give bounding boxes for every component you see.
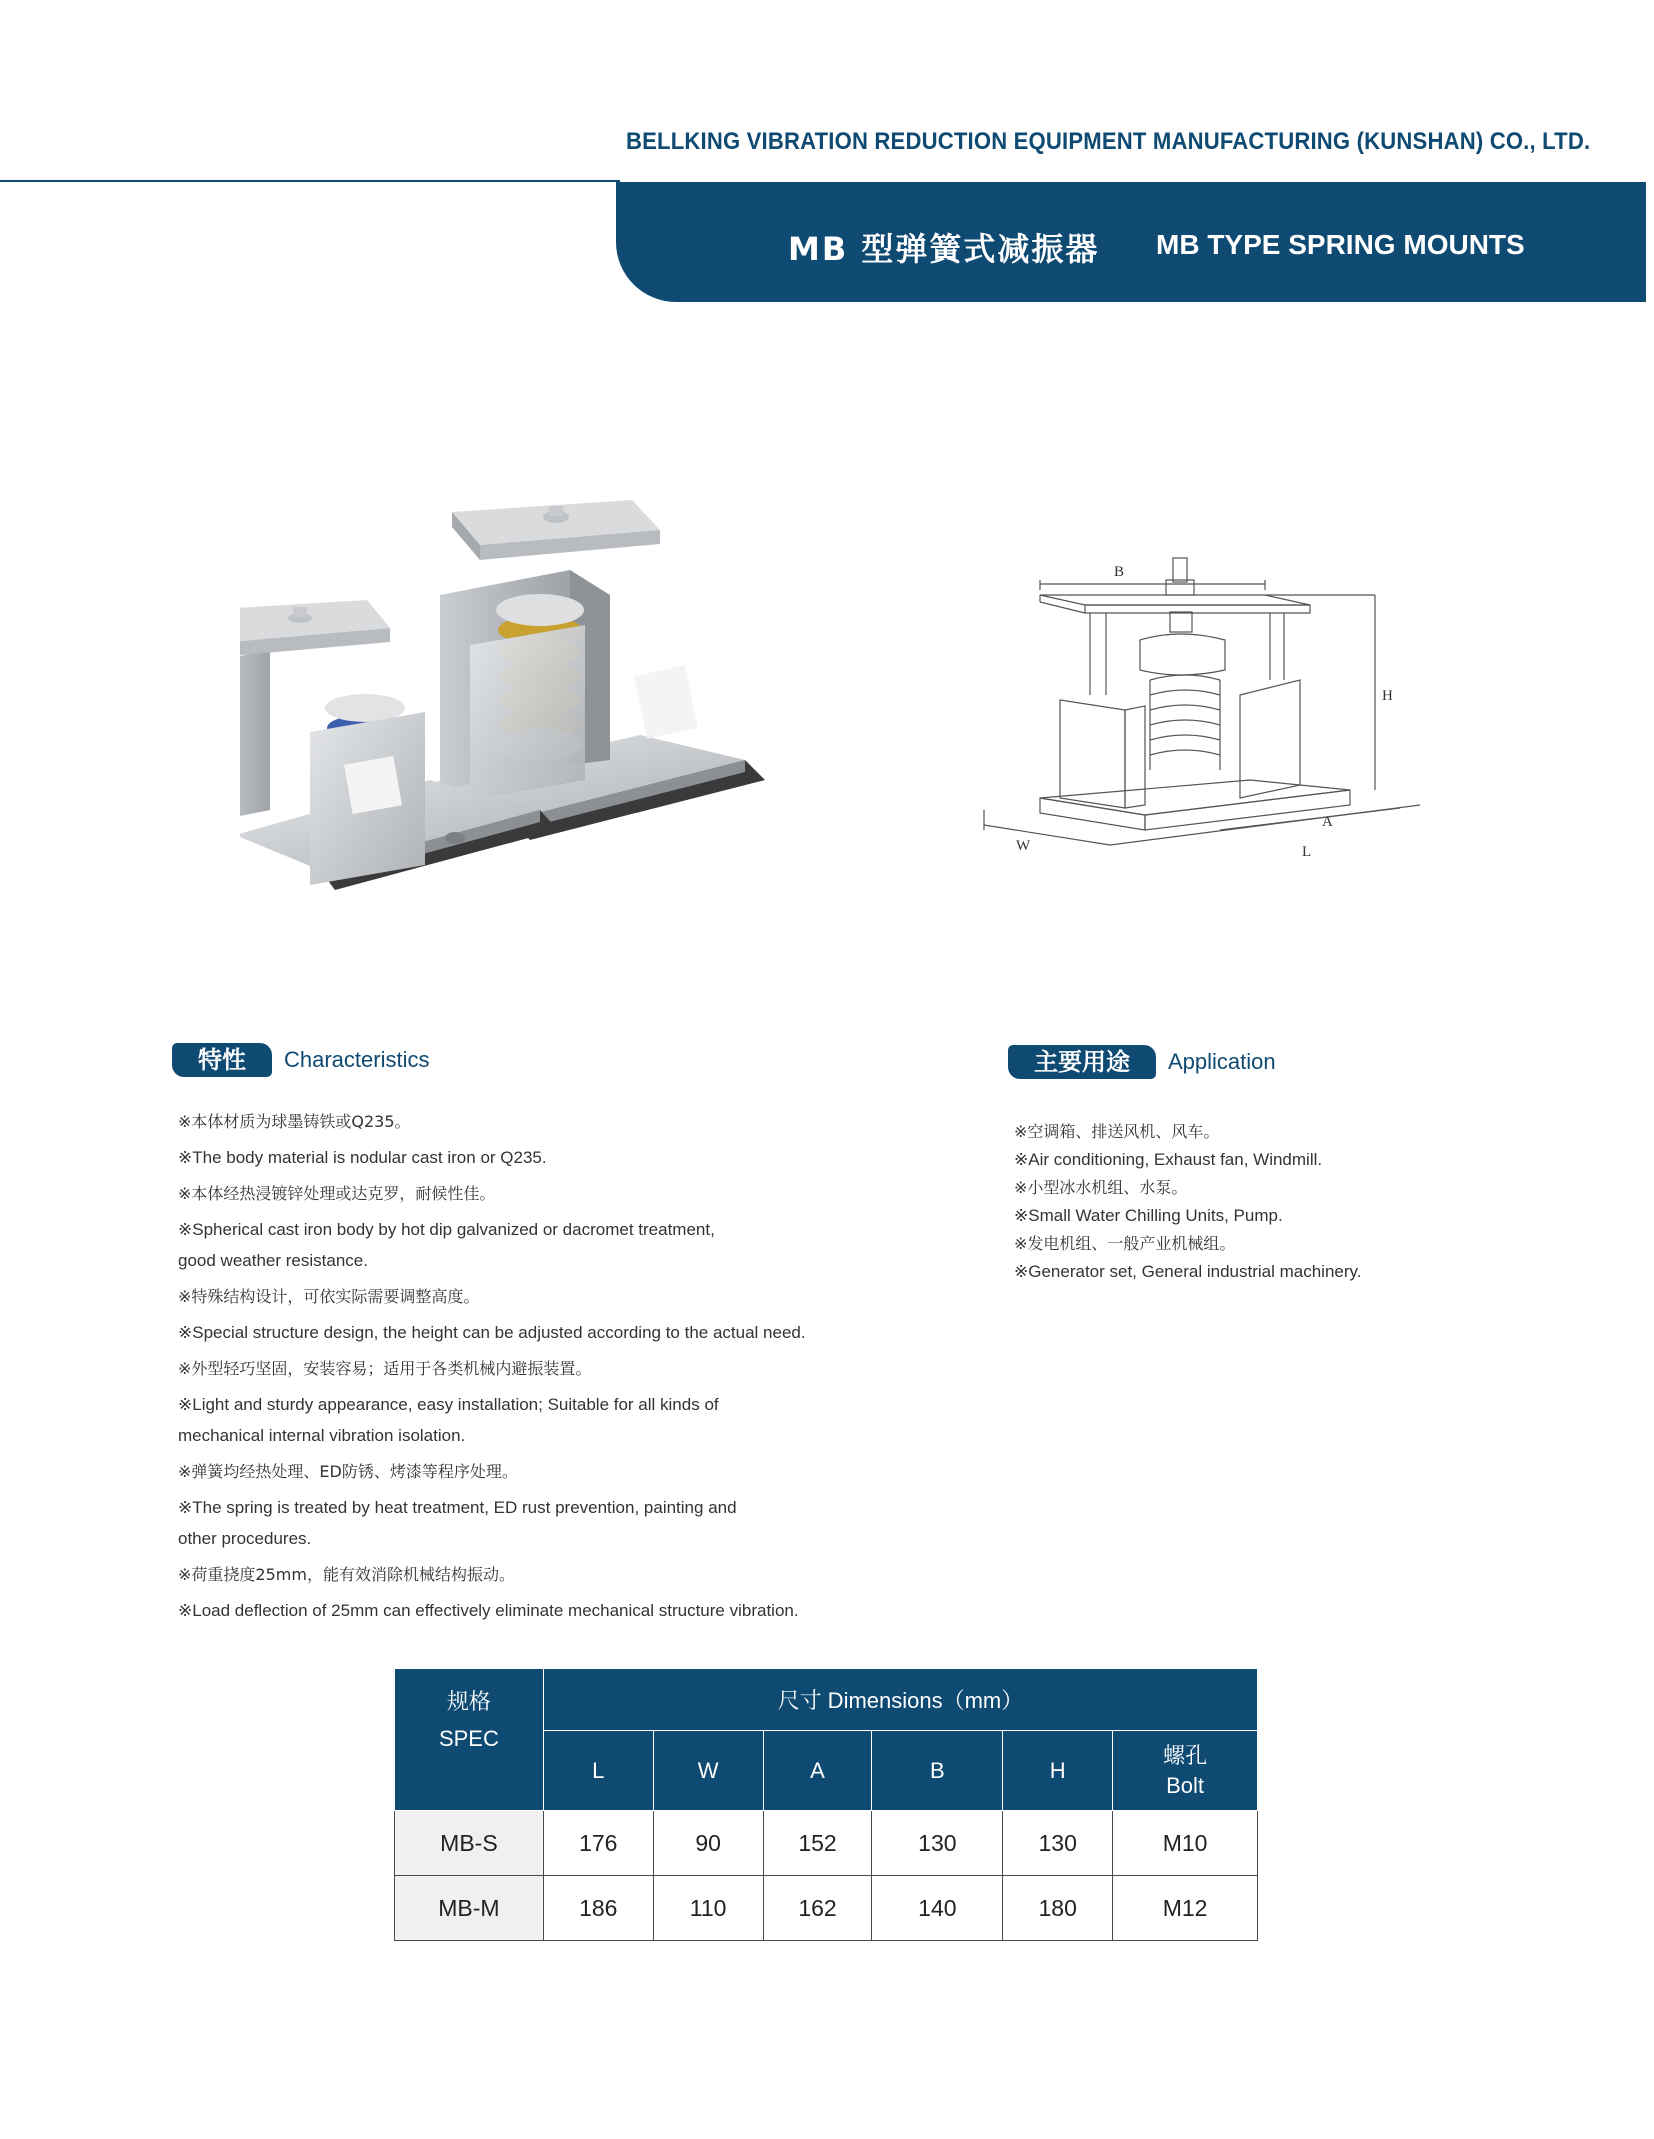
- page-title-en: MB TYPE SPRING MOUNTS: [1156, 229, 1525, 260]
- application-heading: [1008, 1045, 1276, 1079]
- application-list: [1014, 1118, 1614, 1286]
- table-cell: M12: [1113, 1876, 1258, 1941]
- bolt-header-zh: 螺孔: [1163, 1742, 1208, 1768]
- spec-header-en: SPEC: [438, 1726, 499, 1751]
- list-item: ※Air conditioning, Exhaust fan, Windmill.: [1014, 1150, 1323, 1169]
- table-cell: 130: [872, 1811, 1003, 1876]
- col-header-bolt: [1113, 1731, 1258, 1811]
- list-item: ※弹簧均经热处理、ED防锈、烤漆等程序处理。: [178, 1462, 518, 1481]
- dimensions-table: [394, 1668, 1258, 1941]
- label-h: H: [1382, 688, 1393, 704]
- bolt-header-en: Bolt: [1166, 1772, 1205, 1798]
- company-name: BELLKING VIBRATION REDUCTION EQUIPMENT MANUFACTURING (KUNSHAN) CO., LTD.: [626, 128, 1591, 155]
- table-cell: 186: [543, 1876, 653, 1941]
- characteristics-title-zh: 特性: [172, 1043, 272, 1077]
- characteristics-title-en: Characteristics: [284, 1047, 430, 1072]
- dimension-drawing: [980, 540, 1450, 880]
- page-title-zh: MB 型弹簧式减振器: [788, 230, 1100, 268]
- table-cell: MB-M: [395, 1876, 544, 1941]
- header-rule: [0, 180, 620, 182]
- col-header-w: W: [653, 1731, 763, 1811]
- list-item: other procedures.: [178, 1529, 312, 1548]
- table-cell: 162: [763, 1876, 872, 1941]
- table-cell: 110: [653, 1876, 763, 1941]
- list-item: ※本体材质为球墨铸铁或Q235。: [178, 1112, 411, 1131]
- label-b: B: [1114, 564, 1125, 580]
- list-item: ※Generator set, General industrial machinery.: [1014, 1262, 1362, 1281]
- list-item: ※空调箱、排送风机、风车。: [1014, 1122, 1220, 1141]
- col-header-l: L: [543, 1731, 653, 1811]
- spec-header-zh: 规格: [446, 1689, 491, 1714]
- col-header-h: H: [1003, 1731, 1113, 1811]
- col-header-a: A: [763, 1731, 872, 1811]
- table-row: [395, 1876, 1258, 1941]
- list-item: ※The spring is treated by heat treatment, ED rust prevention, painting and: [178, 1498, 737, 1517]
- table-cell: 130: [1003, 1811, 1113, 1876]
- table-cell: M10: [1113, 1811, 1258, 1876]
- table-cell: 90: [653, 1811, 763, 1876]
- list-item: ※外型轻巧坚固，安装容易；适用于各类机械内避振装置。: [178, 1359, 592, 1378]
- table-cell: 140: [872, 1876, 1003, 1941]
- table-cell: 180: [1003, 1876, 1113, 1941]
- label-w: W: [1016, 838, 1031, 854]
- list-item: ※Special structure design, the height can be adjusted according to the actual need.: [178, 1323, 806, 1342]
- list-item: ※小型冰水机组、水泵。: [1014, 1178, 1188, 1197]
- col-header-b: B: [872, 1731, 1003, 1811]
- title-banner: [616, 182, 1646, 302]
- application-title-zh: 主要用途: [1008, 1045, 1156, 1079]
- label-a: A: [1322, 814, 1333, 830]
- table-row: [395, 1811, 1258, 1876]
- list-item: ※Spherical cast iron body by hot dip galvanized or dacromet treatment,: [178, 1220, 715, 1239]
- list-item: good weather resistance.: [178, 1251, 368, 1270]
- list-item: mechanical internal vibration isolation.: [178, 1426, 466, 1445]
- application-title-en: Application: [1168, 1049, 1276, 1074]
- list-item: ※Load deflection of 25mm can effectively eliminate mechanical structure vibration.: [178, 1601, 799, 1620]
- table-cell: MB-S: [395, 1811, 544, 1876]
- spec-header: [395, 1669, 544, 1811]
- product-photo: [240, 460, 800, 960]
- table-cell: 152: [763, 1811, 872, 1876]
- characteristics-heading: [172, 1043, 429, 1077]
- list-item: ※特殊结构设计，可依实际需要调整高度。: [178, 1287, 480, 1306]
- list-item: ※The body material is nodular cast iron or Q235.: [178, 1148, 547, 1167]
- list-item: ※Light and sturdy appearance, easy installation; Suitable for all kinds of: [178, 1395, 719, 1414]
- dimensions-header: 尺寸 Dimensions（mm）: [543, 1669, 1257, 1731]
- list-item: ※Small Water Chilling Units, Pump.: [1014, 1206, 1283, 1225]
- list-item: ※本体经热浸镀锌处理或达克罗，耐候性佳。: [178, 1184, 496, 1203]
- list-item: ※发电机组、一般产业机械组。: [1014, 1234, 1236, 1253]
- label-l: L: [1302, 844, 1312, 860]
- characteristics-list: [178, 1106, 938, 1626]
- table-cell: 176: [543, 1811, 653, 1876]
- list-item: ※荷重挠度25mm，能有效消除机械结构振动。: [178, 1565, 515, 1584]
